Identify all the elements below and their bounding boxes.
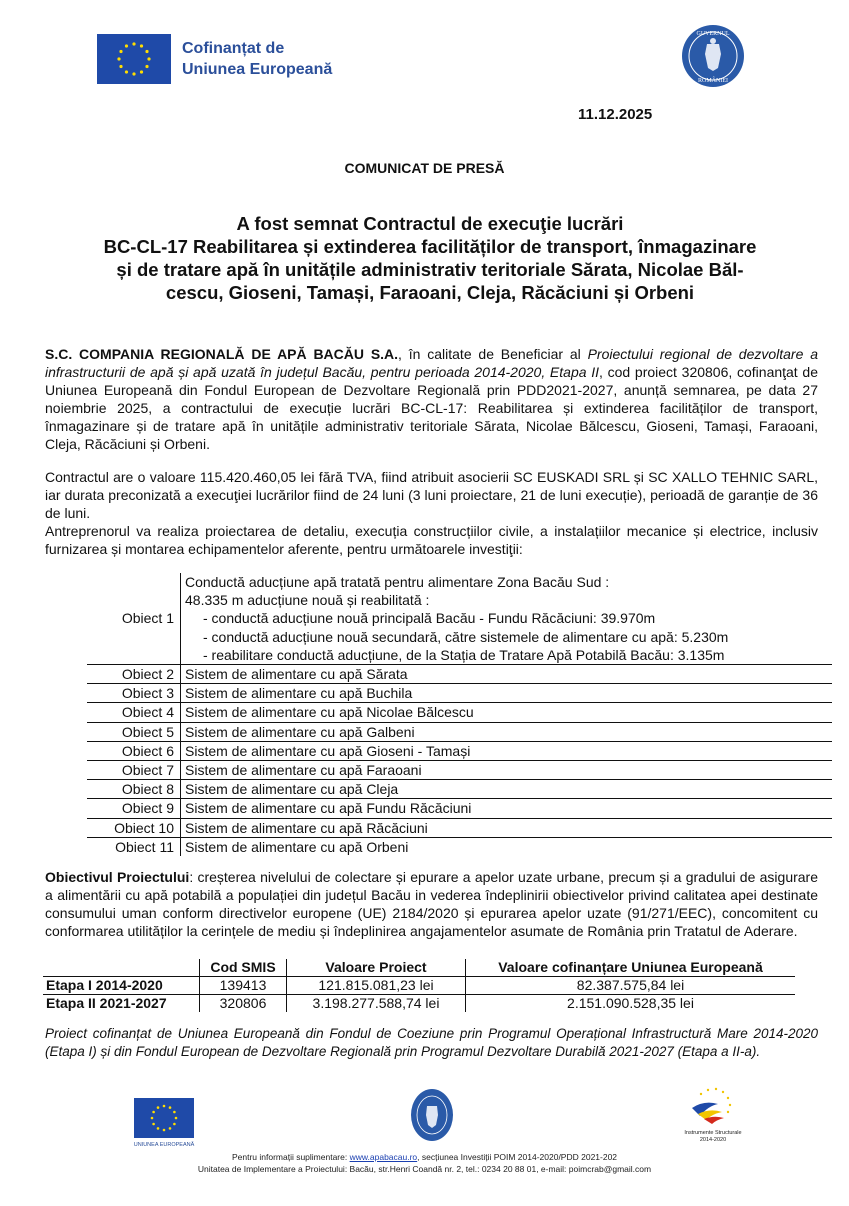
table-row [87,703,832,722]
object-description [181,573,833,665]
header-project-value: Valoare Proiect [287,959,466,977]
info-suffix: , secțiunea Investiții POIM 2014-2020/PDD 2021-202 [417,1152,618,1162]
table-row [87,799,832,818]
object-description: Sistem de alimentare cu apă Galbeni [181,722,833,741]
contract-value-paragraph: Contractul are o valoare 115.420.460,05 lei fără TVA, fiind atribuit asocierii SC EUSKADI SRL și SC XALLO TEHNIC SARL, iar durata preconizată a execuţiei lucrărilor fiind de 24 luni (3 luni proiectare, 21 de luni execuție), perioadă de garanție de 36 de luni. [45,469,818,521]
structural-instruments-label [676,1130,750,1144]
eu-value-cell: 2.151.090.528,35 lei [466,995,796,1013]
object-key: Obiect 9 [87,799,181,818]
object-description: Sistem de alimentare cu apă Sărata [181,665,833,684]
eu-stars-icon [97,34,171,84]
object-description: Sistem de alimentare cu apă Cleja [181,780,833,799]
header-eu-value: Valoare cofinanțare Uniunea Europeană [466,959,796,977]
financing-table [43,959,795,1012]
object-key: Obiect 4 [87,703,181,722]
romanian-government-seal-icon [681,24,745,88]
table-row [43,977,795,995]
object1-line4: - conductă aducțiune nouă secundară, către sistemele de alimentare cu apă: 5.230m [203,628,729,645]
objective-text: : creșterea nivelului de colectare și epurare a apelor uzate urbane, precum și a gradului de asigurare a alimentării cu apă potabilă a populației din județul Bacău in vederea îndeplinirii obiectivelor privind calitatea apei destinate consumului uman conform directivelor europene (UE) 2184/2020 și epurarea apelor uzate (91/271/EEC), concomitent cu conformarea utilităților la cerințele de mediu și îndeplinirea angajamentelor asumate de România prin Tratatul de Aderare. [45,869,819,939]
table-header-row [43,959,795,977]
is-label-line2: 2014-2020 [699,1137,727,1143]
eu-cofinancing-label [182,38,332,80]
project-value-cell: 121.815.081,23 lei [287,977,466,995]
table-row [87,684,832,703]
title-line-1: A fost semnat Contractul de execuţie lucrări [236,213,624,234]
cofinancing-note: Proiect cofinanțat de Uniunea Europeană din Fondul de Coeziune prin Programul Operațional Infrastructură Mare 2014-2020 (Etapa I) și din Fondul European de Dezvoltare Regională prin Programul Dezvoltare Durabilă 2021-2027 (Etapa a II-a). [45,1026,818,1059]
romanian-government-seal-footer-icon [410,1088,454,1142]
stage-cell: Etapa II 2021-2027 [46,995,167,1011]
project-name: Proiectului regional de dezvoltare a infrastructurii de apă și apă uzată în județul Bacău, pentru perioada 2014-2020, Etapa II [45,346,818,380]
object1-line5: - reabilitare conductă aducțiune, de la Stația de Tratare Apă Potabilă Bacău: 3.135m [203,646,725,663]
table-row [87,573,832,665]
contractor-scope-paragraph: Antreprenorul va realiza proiectarea de detaliu, execuția construcțiilor civile, a instalațiilor mecanice și electrice, inclusiv furnizarea și montarea echipamentelor aferente, pentru următoarele investiţii: [45,523,818,557]
object1-line2: 48.335 m aducțiune nouă și reabilitată : [185,592,430,609]
title-line-2: BC-CL-17 Reabilitarea și extinderea facilităților de transport, înmagazinare [103,236,757,257]
eu-value-cell: 82.387.575,84 lei [466,977,796,995]
object-key: Obiect 7 [87,761,181,780]
object1-line3: - conductă aducțiune nouă principală Bacău - Fundu Răcăciuni: 39.970m [203,610,656,627]
object-description: Sistem de alimentare cu apă Orbeni [185,838,409,855]
object-key: Obiect 1 [87,573,181,665]
stage-cell: Etapa I 2014-2020 [43,977,200,995]
object-description: Sistem de alimentare cu apă Răcăciuni [181,818,833,837]
project-objective-paragraph [45,868,818,940]
table-row [87,665,832,684]
object-key: Obiect 6 [87,741,181,760]
title-line-4: cescu, Gioseni, Tamași, Faraoani, Cleja, Răcăciuni și Orbeni [165,282,695,303]
header-smis: Cod SMIS [200,959,287,977]
eu-flag-logo [97,34,171,84]
table-row [87,837,832,856]
table-row [87,722,832,741]
eu-stars-icon [134,1098,194,1138]
info-prefix: Pentru informații suplimentare: [231,1152,350,1162]
company-name: S.C. COMPANIA REGIONALĂ DE APĂ BACĂU S.A. [45,346,399,362]
page-title [60,212,800,304]
svg-text:GUVERNUL: GUVERNUL [696,31,730,37]
object-key: Obiect 3 [87,684,181,703]
header-stage [43,959,200,977]
object-key: Obiect 11 [87,837,181,856]
object-key: Obiect 2 [87,665,181,684]
objective-label: Obiectivul Proiectului [45,869,190,885]
table-row [87,741,832,760]
smis-cell: 139413 [200,977,287,995]
table-row [43,995,795,1013]
eu-footer-label: UNIUNEA EUROPEANĂ [133,1142,195,1148]
object-description: Sistem de alimentare cu apă Gioseni - Tamași [181,741,833,760]
intro-paragraph [45,345,818,453]
intro-text-b: , cod proiect 320806, cofinanţat de Uniunea Europeană din Fondul European de Dezvoltare Regională prin PDD2021-2027, anunță semnarea, pe data 27 noiembrie 2025, a contractului de execuție lucrări BC-CL-17: Reabilitarea și extinderea facilităților de transport, înmagazinare și de tratare apă în unitățile administrativ teritoriale Sărata, Nicolae Bălcescu, Gioseni, Tamași, Faraoani, Cleja, Răcăciuni și Orbeni. [45,364,818,452]
object-description: Sistem de alimentare cu apă Faraoani [181,761,833,780]
object-description: Sistem de alimentare cu apă Buchila [181,684,833,703]
title-line-3: și de tratare apă în unitățile administrativ teritoriale Sărata, Nicolae Băl- [116,259,744,280]
object-key: Obiect 8 [87,780,181,799]
footer-info-line [0,1152,849,1162]
table-row [87,761,832,780]
structural-instruments-logo-icon [688,1086,738,1126]
press-release-date: 11.12.2025 [578,106,653,123]
object-key: Obiect 10 [87,818,181,837]
table-row [87,818,832,837]
eu-label-line1: Cofinanțat de [182,40,285,57]
object-key: Obiect 5 [87,722,181,741]
footer-contact-line: Unitatea de Implementare a Proiectului: Bacău, str.Henri Coandă nr. 2, tel.: 0234 20 88 01, e-mail: poimcrab@gmail.com [197,1164,652,1174]
object-description: Sistem de alimentare cu apă Nicolae Bălcescu [181,703,833,722]
smis-cell: 320806 [200,995,287,1013]
project-value-cell: 3.198.277.588,74 lei [287,995,466,1013]
intro-text-a: , în calitate de Beneficiar al [398,346,588,362]
object1-line1: Conductă aducțiune apă tratată pentru alimentare Zona Bacău Sud : [185,574,610,590]
table-row [87,780,832,799]
object-description: Sistem de alimentare cu apă Fundu Răcăciuni [181,799,833,818]
investment-objects-table [87,573,832,856]
website-link[interactable]: www.apabacau.ro [349,1152,418,1162]
eu-flag-footer-logo [134,1098,194,1138]
is-label-line1: Instrumente Structurale [684,1130,742,1136]
svg-text:ROMÂNIEI: ROMÂNIEI [698,78,728,84]
eu-label-line2: Uniunea Europeană [182,61,333,78]
press-release-label: COMUNICAT DE PRESĂ [344,160,505,176]
